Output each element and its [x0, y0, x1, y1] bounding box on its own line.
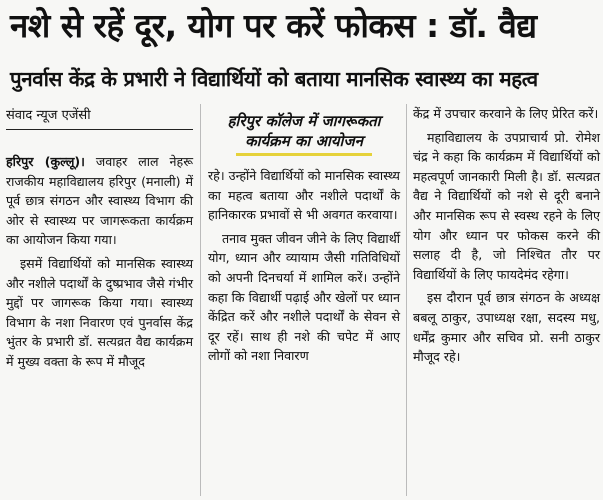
column-divider [406, 104, 407, 496]
paragraph: रहे। उन्होंने विद्यार्थियों को मानसिक स्वास्थ्य का महत्व बताया और नशीले पदार्थों के हानिकारक प्रभावों से भी अवगत करवाया। [208, 168, 400, 223]
paragraph: महाविद्यालय के उपप्राचार्य प्रो. रोमेश चंद्र ने कहा कि कार्यक्रम में विद्यार्थियों को महत्वपूर्ण जानकारी मिली है। डॉ. सत्यव्रत वैद्य ने विद्यार्थियों को नशे से दूरी बनाने और मानसिक रूप से स्वस्थ रहने के लिए योग और ध्यान पर फोकस करने की सलाह दी है, जो निश्चित तौर पर विद्यार्थियों के लिए फायदेमंद रहेगा। [413, 129, 600, 282]
paragraph: तनाव मुक्त जीवन जीने के लिए विद्यार्थी योग, ध्यान और व्यायाम जैसी गतिविधियों को अपनी दिनचर्या में शामिल करें। उन्होंने कहा कि विद्यार्थी पढ़ाई और खेलों पर ध्यान केंद्रित करें और नशीले पदार्थों के सेवन से दूर रहें। साथ ही नशे की चपेट में आए लोगों को नशा निवारण [208, 230, 400, 364]
byline: संवाद न्यूज एजेंसी [6, 108, 91, 123]
info-box: हरिपुर कॉलेज में जागरूकता कार्यक्रम का आयोजन [227, 112, 381, 150]
paragraph: इसमें विद्यार्थियों को मानसिक स्वास्थ्य और नशीले पदार्थों के दुष्प्रभाव जैसे गंभीर मुद्दों पर जागरूक किया गया। स्वास्थ्य विभाग के नशा निवारण एवं पुनर्वास केंद्र भुंतर के प्रभारी डॉ. सत्यव्रत वैद्य कार्यक्रम में मुख्य वक्ता के रूप में मौजूद [6, 255, 193, 369]
dateline: हरिपुर (कुल्लू)। [6, 154, 85, 169]
paragraph: केंद्र में उपचार करवाने के लिए प्रेरित करें। [413, 106, 599, 121]
subheadline: पुनर्वास केंद्र के प्रभारी ने विद्यार्थियों को बताया मानसिक स्वास्थ्य का महत्व [10, 67, 538, 91]
column-3 [413, 104, 600, 371]
byline-rule [6, 129, 193, 130]
column-divider [200, 104, 201, 496]
headline: नशे से रहें दूर, योग पर करें फोकस : डॉ. वैद्य [10, 6, 537, 45]
paragraph-text: जवाहर लाल नेहरू राजकीय महाविद्यालय हरिपुर (मनाली) में पूर्व छात्र संगठन और स्वास्थ्य विभाग की ओर से स्वास्थ्य पर जागरूकता कार्यक्रम का आयोजन किया गया। [6, 154, 193, 248]
column-1 [6, 107, 193, 376]
info-box-rule [236, 153, 372, 156]
paragraph [6, 152, 193, 250]
paragraph: इस दौरान पूर्व छात्र संगठन के अध्यक्ष बबलू ठाकुर, उपाध्यक्ष रक्षा, सदस्य मधु, धर्मेंद्र कुमार और सचिव प्रो. सनी ठाकुर मौजूद रहे। [413, 290, 600, 365]
column-2 [208, 107, 400, 370]
